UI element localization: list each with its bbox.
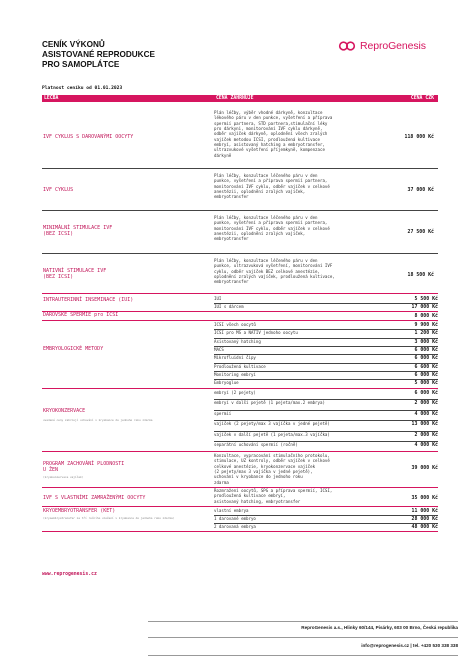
price-item-name: spermií: [214, 410, 232, 416]
treatment-description: Plán léčby, výběr vhodné dárkyně, konzultace lékového páru v den punkce, vyšetření a příprava spermií partnera, STD partnera,stimulační léky pro dárkyni, monitorování IVF cyklu dárkyně, odběr vajíček dárkyně, oplodnění všech zralých vajíček metodou ICSI, prodloužená kultivace embryí, asistovaný hatching a embryotransfer, ultrazvukové vyšetření příjemkyně, kompenzace dárkyně: [214, 110, 333, 158]
price-item-name: 2 darovaná embrya: [214, 524, 256, 529]
own-frozen-price: 35 000 Kč: [411, 495, 438, 501]
price-item: [214, 321, 438, 329]
title-line: CENÍK VÝKONŮ: [42, 40, 105, 49]
document-title: [42, 40, 155, 70]
price-item-price: 5 000 Kč: [414, 380, 438, 387]
treatment-description: Plán léčby, konzultace léčeného páru v den punkce, ultrazvuková vyšetření, monitorování IVF cyklu, odběr vajíček BEZ celkové anestézie, oplodnění zralých vajíček, prodloužená kultivace, embryotransfer: [214, 258, 335, 285]
price-item: [214, 441, 438, 449]
insemination-label: INTRAUTERINNÍ INSEMINACE (IUI): [43, 297, 134, 303]
price-item: [214, 371, 438, 379]
own-frozen-label: IVF S VLASTNÍMI ZAMRAŽENÝMI OOCYTY: [43, 495, 146, 501]
price-item: [214, 420, 438, 428]
logo-text: ReproGenesis: [360, 40, 426, 52]
price-item: [214, 389, 438, 397]
treatment-price: 37 000 Kč: [407, 187, 434, 193]
embryology-label: EMBRYOLOGICKÉ METODY: [43, 346, 104, 352]
price-item-price: 6 000 Kč: [414, 346, 438, 353]
treatment-label: IVF CYKLUS: [43, 187, 74, 193]
footer-divider: [148, 621, 458, 622]
website-link[interactable]: www.reprogenesis.cz: [42, 572, 97, 577]
cryo-embryo-label: KRYOEMBRYOTRANSFER (KET): [43, 508, 116, 514]
section-divider: [42, 531, 438, 532]
price-item-name: Prodloužená kultivace: [214, 363, 266, 369]
price-item: IUI s dárcem 17 000 Kč: [214, 304, 438, 310]
price-item-price: 13 000 Kč: [411, 421, 438, 428]
price-item: [214, 363, 438, 371]
price-item: [214, 354, 438, 362]
column-header-price: CENA CZK: [410, 95, 434, 101]
table-row: [42, 172, 438, 206]
price-item-price: 4 000 Kč: [414, 410, 438, 417]
price-item-name: ICSI všech oocytů: [214, 322, 256, 327]
price-item-price: 9 900 Kč: [414, 322, 438, 328]
price-item: [214, 346, 438, 354]
price-item: IUI 5 500 Kč: [214, 296, 438, 302]
price-item: [214, 379, 438, 387]
treatment-price: 118 000 Kč: [404, 134, 434, 140]
fertility-note: (kryokonzervace vajíček): [43, 475, 84, 479]
price-item-name: Asistovaný hatching: [214, 338, 261, 344]
company-address: ReproGenesis a.s., Hlinky 60/144, Pisárky, 603 00 Brno, Česká republika: [301, 625, 458, 630]
price-item: [214, 399, 438, 407]
price-item-price: 1 200 Kč: [414, 330, 438, 337]
price-item-name: vajíček (2 pejety/max 3 vajíčka v jedné pejetě): [214, 421, 330, 427]
price-item-name: ICSI pro MS a NATIV jednoho oocytu: [214, 330, 298, 336]
price-item-name: embryí (2 pejety): [214, 390, 256, 395]
price-item: [214, 338, 438, 346]
cryo-embryo-note: (kryoembryotransfer ze tří ročního uložení v kryobance do jednoho roku zdarma): [43, 516, 175, 520]
treatment-price: 18 500 Kč: [407, 272, 434, 278]
treatment-label: MINIMÁLNÍ STIMULACE IVF (BEZ ICSI): [43, 225, 113, 238]
table-row: [42, 214, 438, 248]
price-item-name: embryí v další pejetě (1 pejeta/max.2 embrya): [214, 400, 325, 406]
treatment-label: NATIVNÍ STIMULACE IVF (BEZ ICSI): [43, 268, 107, 281]
fertility-description: Konzultace, vypracování stimulačního protokolu, stimulace, UZ kontroly, odběr vajíček v celkové celkové anestézie, kryokonzervace vajíček (2 pejety/max 3 vajíčka v jedné pejetě), uchování v kryobance do jednoho roku zdarma: [214, 453, 330, 485]
price-item: [214, 431, 438, 439]
logo-rings-icon: [338, 41, 356, 51]
price-item: [214, 507, 438, 515]
treatment-description: Plán léčby, konzultace léčeného páru v den punkce, vyšetření a příprava spermií partnera, monitorování IVF cyklu, odběr vajíček v celkové anestézii, oplodnění zralých vajíček, embryotransfer: [214, 215, 330, 242]
price-item-price: 4 000 Kč: [414, 442, 438, 448]
row-divider: [42, 168, 438, 169]
price-item: [214, 329, 438, 337]
price-item-name: vajíček v další pejetě (1 pejeta/max.3 vajíčka): [214, 431, 330, 437]
price-item-price: 2 000 Kč: [414, 400, 438, 407]
table-header: [42, 95, 438, 102]
price-item-price: 6 600 Kč: [414, 363, 438, 370]
donor-sperm-label: DAROVSKÉ SPERMIE pro ICSI: [43, 312, 119, 318]
row-divider: [42, 253, 438, 254]
price-item-name: Monitoring embryí: [214, 371, 256, 377]
price-item-price: 11 000 Kč: [411, 508, 438, 514]
column-header-includes: CENA ZAHRNUJE: [216, 95, 254, 101]
price-item: [214, 410, 438, 418]
reprogenesis-logo: [338, 40, 426, 52]
donor-sperm-price: 8 000 Kč: [414, 313, 438, 319]
treatment-description: Plán léčby, konzultace léčeného páru v den punkce, vyšetření a příprava spermií partnera, monitorování IVF cyklu, odběr vajíček v celkové anestézii, oplodnění zralých vajíček, embryotransfer: [214, 173, 330, 200]
treatment-price: 27 500 Kč: [407, 229, 434, 235]
table-row: [42, 257, 438, 291]
price-item-name: 1 darované embryo: [214, 516, 256, 521]
price-item-price: 28 000 Kč: [411, 516, 438, 522]
price-item: [214, 515, 438, 523]
price-item-price: 6 000 Kč: [414, 371, 438, 378]
company-contact: info@reprogenesis.cz | tel. +420 530 338 338: [361, 643, 458, 648]
section-divider: [42, 451, 438, 452]
price-item-price: 48 000 Kč: [411, 524, 438, 530]
price-item-name: vlastní embrya: [214, 508, 249, 513]
price-item-price: 6 000 Kč: [414, 355, 438, 362]
row-divider: [42, 210, 438, 211]
price-item: [214, 523, 438, 531]
footer-divider: [148, 655, 458, 656]
column-header-treatment: LÉČBA: [44, 95, 59, 101]
cryo-note: uvedené ceny zahrnují uchování v kryobance do jednoho roku zdarma: [43, 418, 153, 422]
table-row: [42, 109, 438, 165]
cryo-label: KRYOKONZERVACE: [43, 408, 86, 414]
price-item-name: Mikrofluidní čipy: [214, 355, 256, 361]
price-item-name: MACS: [214, 346, 224, 352]
validity-date: Platnost ceníku od 01.01.2023: [42, 86, 123, 91]
title-line: ASISTOVANÉ REPRODUKCE: [42, 50, 155, 59]
section-divider: [42, 293, 438, 294]
price-item-name: Embryoglue: [214, 380, 239, 386]
price-item-price: 3 000 Kč: [414, 338, 438, 345]
fertility-price: 39 000 Kč: [411, 465, 438, 471]
price-item-name: separátní uchování spermií (ročně): [214, 442, 298, 447]
own-frozen-description: Rozmražení oocytů, SPG a příprava spermií, ICSI, prodloužená kultivace embryí, asistovaný hatching, embryotransfer: [214, 488, 333, 504]
fertility-label: PROGRAM ZACHOVÁNÍ PLODNOSTI U ŽEN: [43, 461, 125, 474]
title-line: PRO SAMOPLÁTCE: [42, 60, 120, 69]
footer-divider: [148, 637, 458, 638]
treatment-label: IVF CYKLUS S DAROVANÝMI OOCYTY: [43, 134, 134, 140]
price-item-price: 6 000 Kč: [414, 390, 438, 396]
page-footer: [0, 620, 474, 670]
price-item-price: 2 000 Kč: [414, 431, 438, 438]
